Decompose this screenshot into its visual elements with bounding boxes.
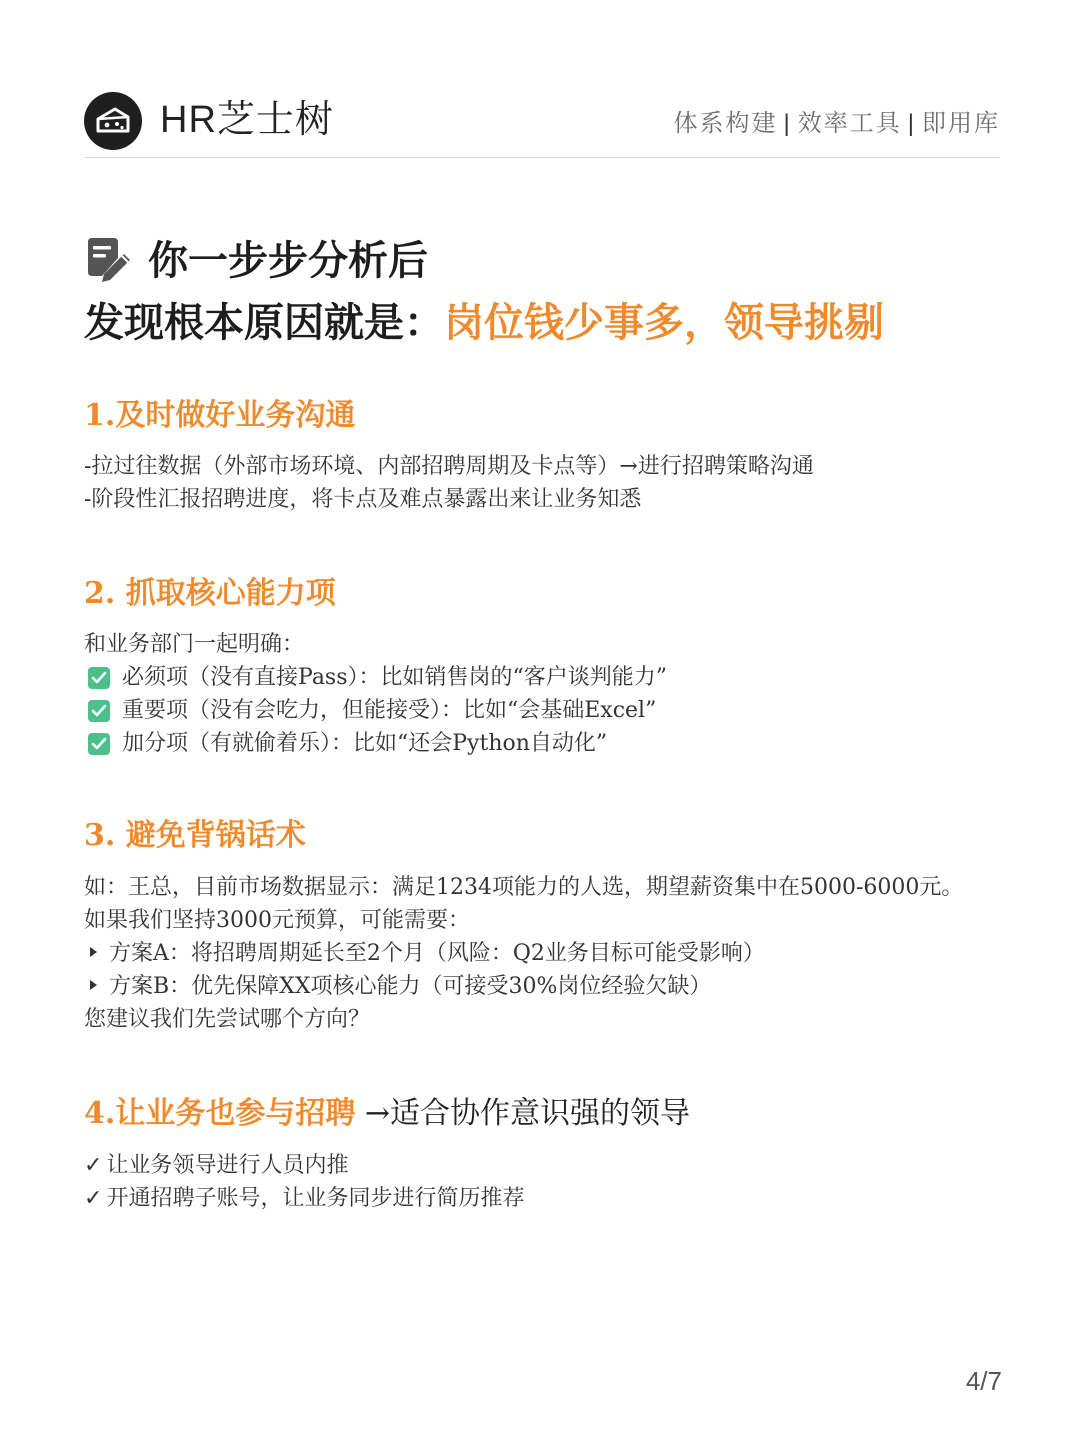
check-item-text: 必须项（没有直接Pass）：比如销售岗的“客户谈判能力” — [122, 665, 668, 690]
check-item-text: 重要项（没有会吃力，但能接受）：比如“会基础Excel” — [122, 698, 657, 723]
bullet-item-text: 方案B：优先保障XX项核心能力（可接受30%岗位经验欠缺） — [109, 974, 712, 999]
cheese-icon — [84, 92, 142, 150]
page-number: 4/7 — [965, 1366, 1002, 1396]
bullet-item — [84, 970, 963, 1003]
check-item-text: 加分项（有就偷着乐）：比如“还会Python自动化” — [122, 731, 608, 756]
check-item — [84, 661, 667, 694]
checkbox-checked-icon — [88, 667, 110, 689]
section-4-heading — [84, 1094, 690, 1134]
page-title-line2 — [84, 296, 884, 350]
section-1-body — [84, 450, 814, 516]
section-3-line: 如果我们坚持3000元预算，可能需要： — [84, 908, 470, 933]
nav-separator: | — [907, 110, 916, 137]
edit-note-icon — [84, 236, 132, 284]
nav-item-ready-library[interactable]: 即用库 — [922, 110, 1000, 137]
brand-name: HR芝士树 — [160, 99, 334, 141]
section-4-heading-text: 4.让业务也参与招聘 — [84, 1096, 356, 1131]
section-3-body — [84, 871, 963, 1036]
nav-item-system-building[interactable]: 体系构建 — [673, 110, 778, 137]
header-nav — [674, 108, 1000, 140]
bullet-item — [84, 937, 963, 970]
section-4-body — [84, 1149, 524, 1215]
section-3-heading: 3. 避免背锅话术 — [84, 818, 306, 853]
check-item — [84, 727, 667, 760]
header — [84, 92, 1000, 148]
title-highlight: 岗位钱少事多，领导挑剔 — [444, 299, 884, 346]
nav-item-efficiency-tools[interactable]: 效率工具 — [797, 110, 902, 137]
section-2-body — [84, 628, 667, 760]
title-prefix: 发现根本原因就是： — [84, 299, 444, 346]
tick-item-text: 开通招聘子账号，让业务同步进行简历推荐 — [106, 1186, 525, 1211]
triangle-right-icon — [90, 947, 97, 957]
page-title-line1: 你一步步分析后 — [148, 237, 428, 284]
section-4-heading-suffix: →适合协作意识强的领导 — [355, 1096, 691, 1131]
check-item — [84, 694, 667, 727]
section-1-heading: 1.及时做好业务沟通 — [84, 398, 356, 433]
section-3-closing: 您建议我们先尝试哪个方向？ — [84, 1007, 371, 1032]
tick-item-text: 让业务领导进行人员内推 — [106, 1153, 349, 1178]
checkmark-icon: ✓ — [84, 1153, 103, 1178]
section-3-line: 如：王总，目前市场数据显示：满足1234项能力的人选，期望薪资集中在5000-6000元。 — [84, 875, 964, 900]
section-1-line: -阶段性汇报招聘进度，将卡点及难点暴露出来让业务知悉 — [84, 487, 642, 512]
checkbox-checked-icon — [88, 700, 110, 722]
tick-item — [84, 1149, 524, 1182]
checkmark-icon: ✓ — [84, 1186, 103, 1211]
checkbox-checked-icon — [88, 733, 110, 755]
section-2-intro: 和业务部门一起明确： — [84, 632, 305, 657]
tick-item — [84, 1182, 524, 1215]
bullet-item-text: 方案A：将招聘周期延长至2个月（风险：Q2业务目标可能受影响） — [109, 941, 765, 966]
nav-separator: | — [783, 110, 792, 137]
triangle-right-icon — [90, 980, 97, 990]
section-1-line: -拉过往数据（外部市场环境、内部招聘周期及卡点等）→进行招聘策略沟通 — [84, 454, 814, 479]
section-2-heading: 2. 抓取核心能力项 — [84, 576, 336, 611]
header-divider — [84, 157, 1000, 158]
